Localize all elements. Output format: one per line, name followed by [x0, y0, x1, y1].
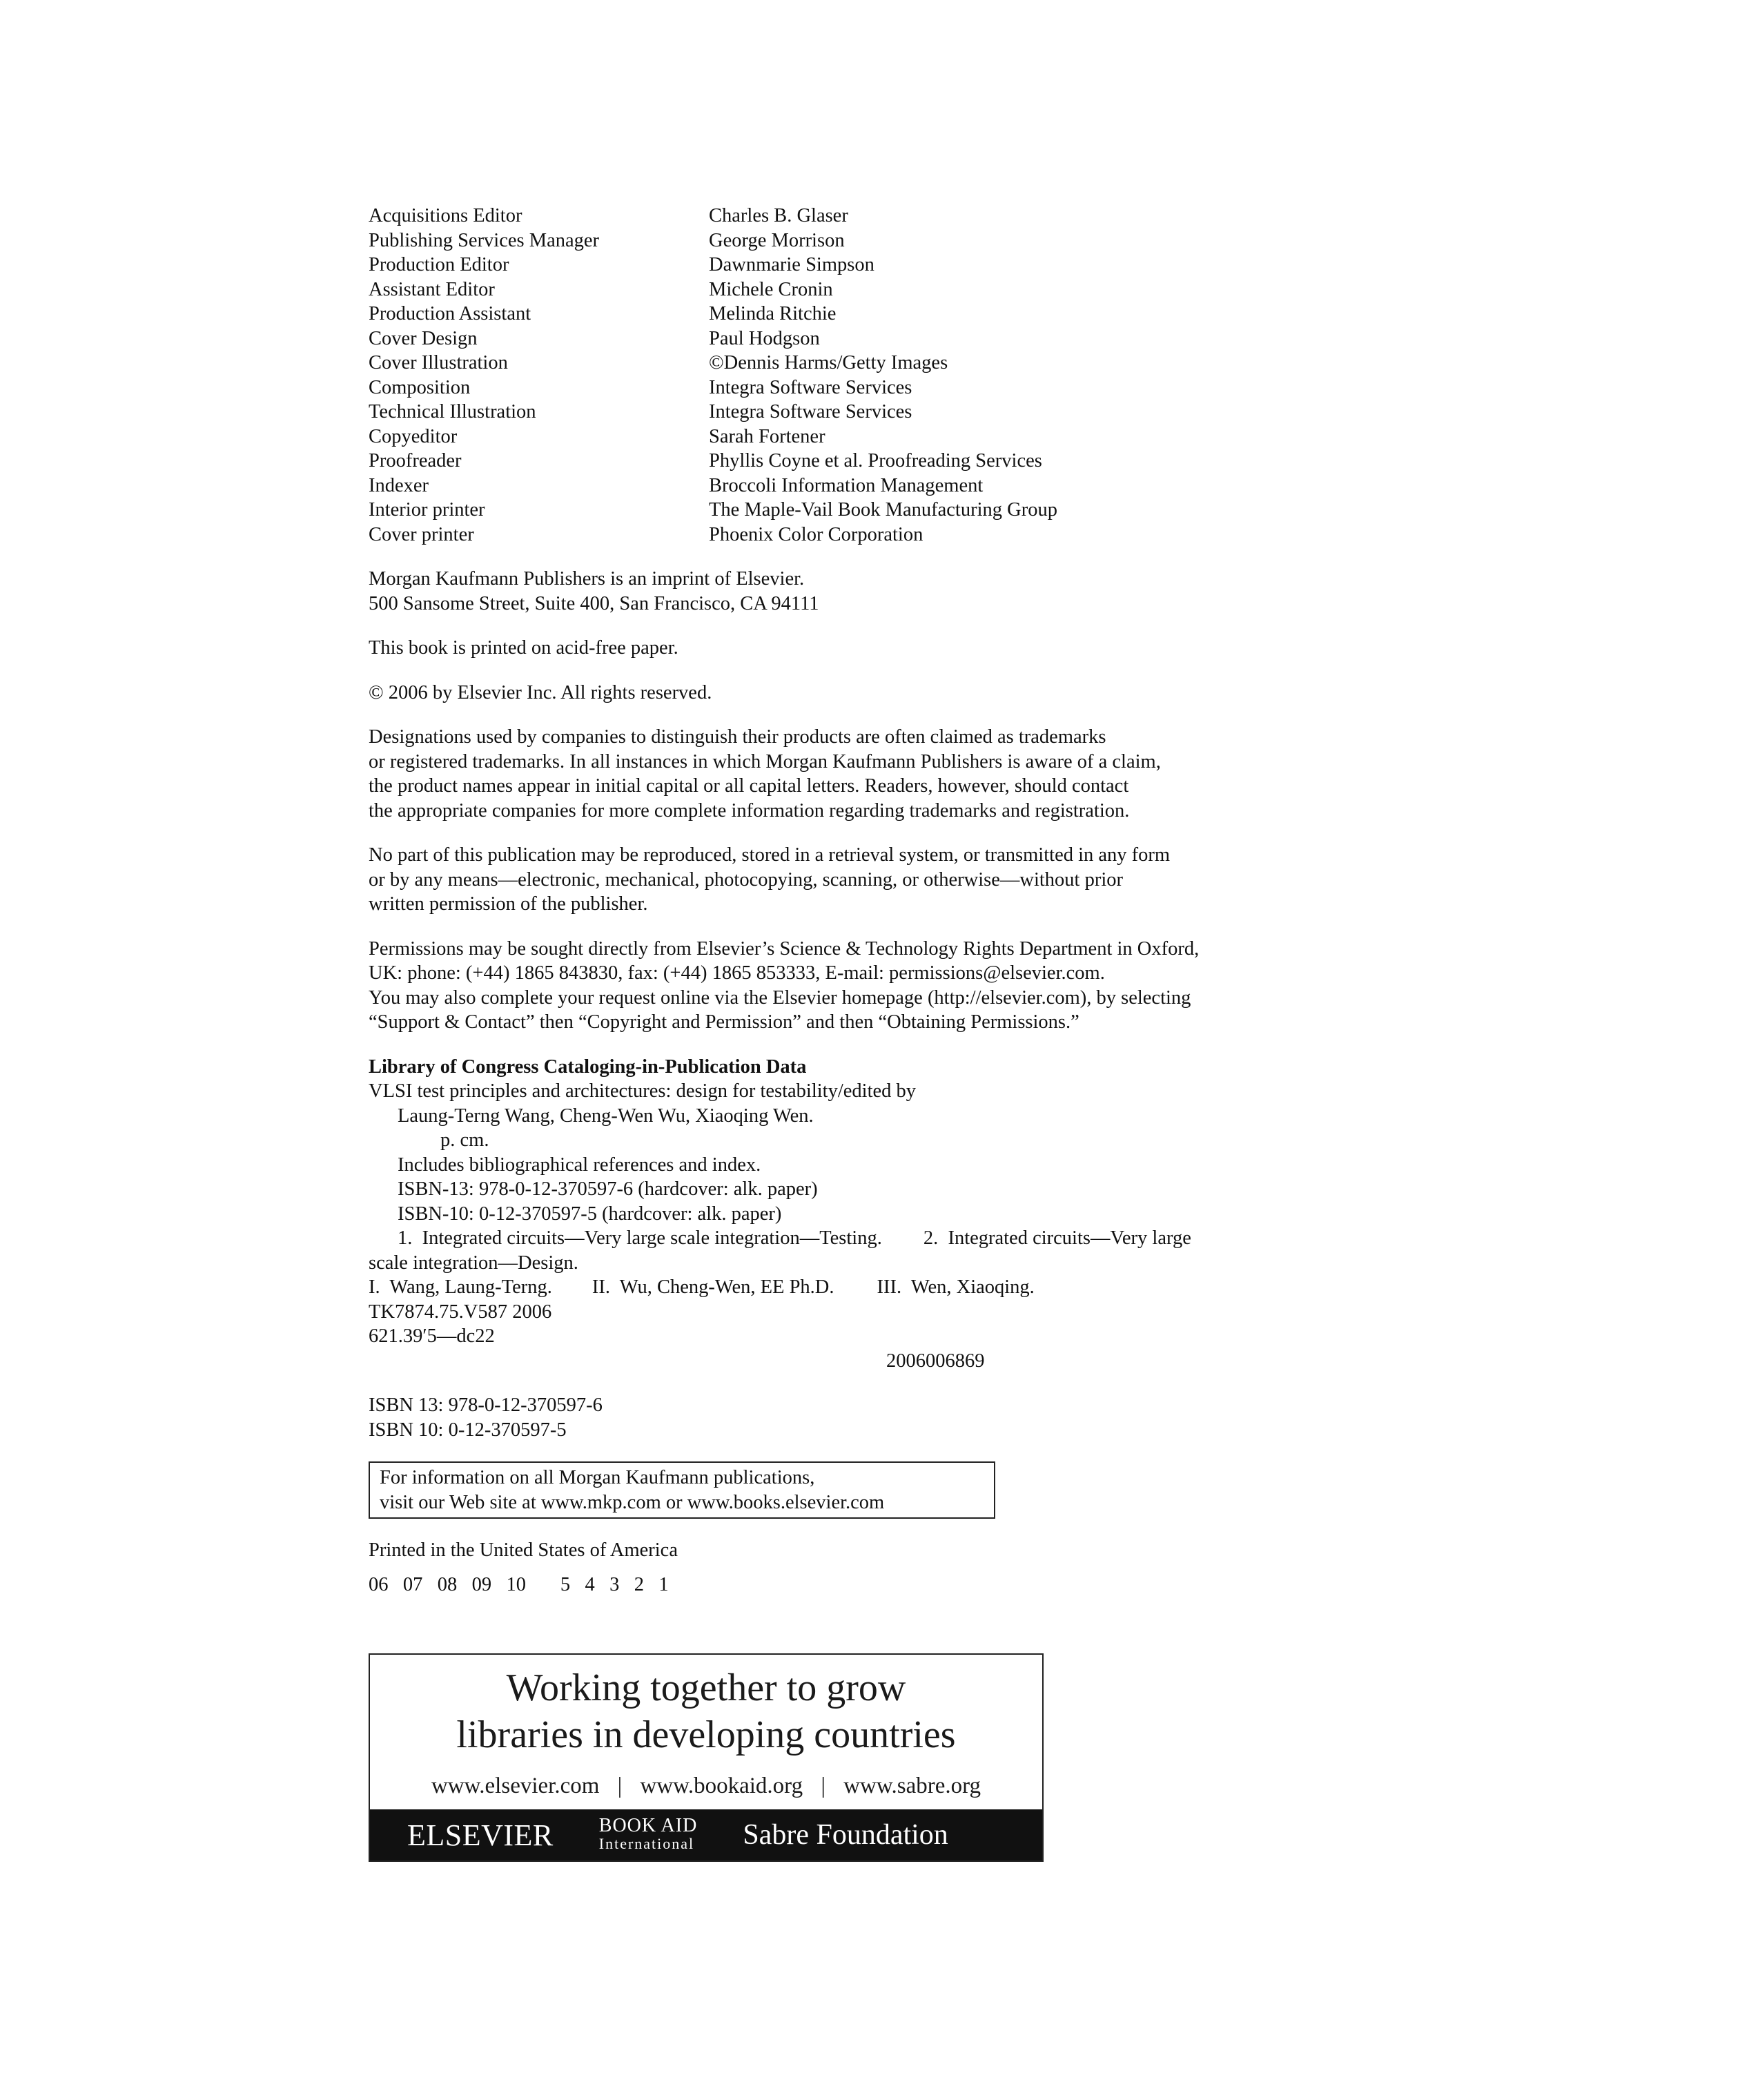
paragraph-line: Designations used by companies to distinguish their products are often claimed as trademarks	[369, 726, 1106, 748]
credit-name: George Morrison	[709, 229, 845, 251]
info-box-line-1: For information on all Morgan Kaufmann publications,	[380, 1467, 815, 1488]
bookaid-logo-line-1: BOOK AID	[598, 1815, 698, 1836]
credit-name: Charles B. Glaser	[709, 205, 848, 226]
cip-includes: Includes bibliographical references and index.	[398, 1154, 761, 1176]
credit-role: Production Assistant	[369, 303, 531, 324]
cip-data-block	[369, 1055, 1376, 1374]
printed-location: Printed in the United States of America	[369, 1539, 678, 1561]
cip-subject-continued: scale integration—Design.	[369, 1252, 578, 1274]
reproduction-paragraph	[369, 843, 1376, 917]
credit-role: Interior printer	[369, 499, 485, 521]
credit-name: The Maple-Vail Book Manufacturing Group	[709, 499, 1057, 521]
isbn-10: ISBN 10: 0-12-370597-5	[369, 1419, 567, 1441]
credit-name: Integra Software Services	[709, 376, 912, 398]
paragraph-line: No part of this publication may be reproduced, stored in a retrieval system, or transmitted in any form	[369, 844, 1171, 866]
cip-added-entry-2: II. Wu, Cheng-Wen, EE Ph.D.	[592, 1276, 834, 1298]
credit-name: Sarah Fortener	[709, 425, 825, 447]
paragraph-line: UK: phone: (+44) 1865 843830, fax: (+44) 1865 853333, E-mail: permissions@elsevier.com.	[369, 962, 1105, 984]
paragraph-line: Permissions may be sought directly from Elsevier’s Science & Technology Rights Department in Oxford,	[369, 937, 1200, 960]
paragraph-line: the appropriate companies for more complete information regarding trademarks and registration.	[369, 799, 1130, 821]
isbn-13: ISBN 13: 978-0-12-370597-6	[369, 1394, 603, 1416]
print-run-numbers: 06 07 08 09 10 5 4 3 2 1	[369, 1573, 669, 1595]
cip-call-number: TK7874.75.V587 2006	[369, 1301, 552, 1323]
credit-role: Cover Illustration	[369, 352, 508, 373]
link-separator: |	[821, 1773, 825, 1798]
cip-subject-1: 1. Integrated circuits—Very large scale integration—Testing.	[398, 1227, 882, 1249]
cip-pcm: p. cm.	[440, 1129, 489, 1151]
credit-role: Technical Illustration	[369, 401, 536, 422]
cip-subjects	[369, 1226, 1376, 1251]
link-separator: |	[617, 1773, 623, 1798]
sabre-link: www.sabre.org	[843, 1773, 981, 1798]
publisher-address: 500 Sansome Street, Suite 400, San Francisco, CA 94111	[369, 592, 819, 614]
cip-lccn: 2006006869	[886, 1350, 985, 1372]
credit-name: Phyllis Coyne et al. Proofreading Services	[709, 450, 1042, 471]
cip-heading: Library of Congress Cataloging-in-Publication Data	[369, 1056, 807, 1078]
banner-headline-line-1: Working together to grow	[506, 1666, 906, 1709]
credit-role: Cover Design	[369, 327, 478, 349]
isbn-block	[369, 1393, 1376, 1442]
credit-name: Paul Hodgson	[709, 327, 820, 349]
credit-role: Assistant Editor	[369, 278, 495, 300]
paragraph-line: You may also complete your request online via the Elsevier homepage (http://elsevier.com), by selecting	[369, 986, 1191, 1009]
cip-added-entry-3: III. Wen, Xiaoqing.	[877, 1276, 1035, 1298]
banner-links	[370, 1773, 1042, 1799]
credit-name: Phoenix Color Corporation	[709, 523, 923, 545]
paragraph-line: or registered trademarks. In all instances in which Morgan Kaufmann Publishers is aware of a claim,	[369, 750, 1161, 772]
bookaid-link: www.bookaid.org	[640, 1773, 803, 1798]
bookaid-logo	[599, 1817, 698, 1853]
cip-dewey-number: 621.39′5—dc22	[369, 1325, 495, 1347]
trademark-paragraph	[369, 725, 1376, 823]
credit-role: Production Editor	[369, 254, 509, 275]
cip-isbn10: ISBN-10: 0-12-370597-5 (hardcover: alk. paper)	[398, 1203, 782, 1225]
info-box	[369, 1461, 995, 1519]
credit-name: ©Dennis Harms/Getty Images	[709, 352, 948, 373]
banner-headline-line-2: libraries in developing countries	[456, 1713, 956, 1756]
credits-list	[369, 204, 1376, 547]
bookaid-logo-line-2: International	[598, 1835, 695, 1852]
acid-free-notice: This book is printed on acid-free paper.	[369, 637, 678, 659]
cip-authors: Laung-Terng Wang, Cheng-Wen Wu, Xiaoqing Wen.	[398, 1105, 814, 1127]
credit-role: Indexer	[369, 474, 429, 496]
sabre-logo: Sabre Foundation	[743, 1819, 948, 1851]
copyright-notice: © 2006 by Elsevier Inc. All rights reserved.	[369, 681, 712, 703]
credit-name: Michele Cronin	[709, 278, 833, 300]
elsevier-logo: ELSEVIER	[407, 1818, 554, 1852]
cip-subject-2: 2. Integrated circuits—Very large	[923, 1227, 1191, 1249]
paragraph-line: or by any means—electronic, mechanical, photocopying, scanning, or otherwise—without prior	[369, 868, 1123, 891]
paragraph-line: the product names appear in initial capital or all capital letters. Readers, however, should contact	[369, 775, 1129, 797]
paragraph-line: “Support & Contact” then “Copyright and Permission” and then “Obtaining Permissions.”	[369, 1011, 1079, 1033]
publisher-imprint: Morgan Kaufmann Publishers is an imprint of Elsevier.	[369, 568, 805, 590]
credit-role: Publishing Services Manager	[369, 229, 600, 251]
credit-role: Cover printer	[369, 523, 474, 545]
banner-headline	[370, 1664, 1042, 1758]
banner-logo-bar	[370, 1809, 1042, 1860]
credit-name: Dawnmarie Simpson	[709, 254, 874, 275]
cip-added-entry-1: I. Wang, Laung-Terng.	[369, 1276, 552, 1298]
credit-name: Melinda Ritchie	[709, 303, 837, 324]
credit-role: Composition	[369, 376, 471, 398]
credit-role: Acquisitions Editor	[369, 205, 522, 226]
credit-role: Proofreader	[369, 450, 462, 471]
elsevier-link: www.elsevier.com	[431, 1773, 600, 1798]
credit-role: Copyeditor	[369, 425, 458, 447]
credit-name: Integra Software Services	[709, 401, 912, 422]
cip-title: VLSI test principles and architectures: design for testability/edited by	[369, 1080, 917, 1102]
cip-isbn13: ISBN-13: 978-0-12-370597-6 (hardcover: alk. paper)	[398, 1178, 818, 1200]
book-aid-banner	[369, 1653, 1044, 1862]
info-box-line-2: visit our Web site at www.mkp.com or www.books.elsevier.com	[380, 1491, 885, 1513]
publisher-info	[369, 567, 1376, 616]
permissions-paragraph	[369, 937, 1376, 1035]
credit-name: Broccoli Information Management	[709, 474, 984, 496]
cip-added-entries	[369, 1275, 1376, 1300]
copyright-page	[369, 204, 1376, 1597]
paragraph-line: written permission of the publisher.	[369, 893, 648, 915]
